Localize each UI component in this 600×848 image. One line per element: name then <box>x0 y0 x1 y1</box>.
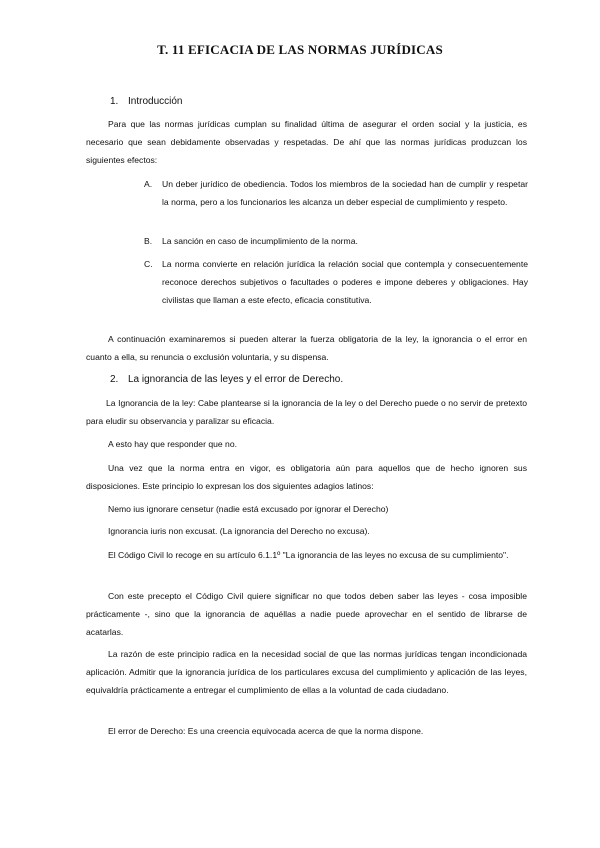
list-item-a: Un deber jurídico de obediencia. Todos los miembros de la sociedad han de cumplir y respetar la norma, pero a los funcionarios les alcanza un deber especial de cumplimiento y respeto. <box>162 179 528 207</box>
list-item-c: La norma convierte en relación jurídica la relación social que contempla y consecuentemente reconoce derechos subjetivos o facultades o poderes e impone deberes y obligaciones. Hay civilistas que llaman a este efecto, eficacia constitutiva. <box>162 259 528 305</box>
list-letter-a: A. <box>144 179 153 189</box>
civil-code-paragraph: El Código Civil lo recoge en su artículo 6.1.1º "La ignorancia de las leyes no excusa de su cumplimiento". <box>108 550 509 560</box>
section-2-title: La ignorancia de las leyes y el error de Derecho. <box>128 374 344 385</box>
list-letter-c: C. <box>144 259 153 269</box>
list-letter-b: B. <box>144 236 153 246</box>
section-2-heading <box>110 374 343 385</box>
list-item-b: La sanción en caso de incumplimiento de la norma. <box>162 236 358 246</box>
ignorance-paragraph: La Ignorancia de la ley: Cabe plantearse si la ignorancia de la ley o del Derecho puede o no servir de pretexto para eludir su observancia y paralizar su eficacia. <box>86 398 527 426</box>
obligation-paragraph: Una vez que la norma entra en vigor, es obligatoria aún para aquellos que de hecho ignoren sus disposiciones. Este principio lo expresan los dos siguientes adagios latinos: <box>86 463 527 491</box>
answer-paragraph: A esto hay que responder que no. <box>108 439 238 449</box>
intro-paragraph: Para que las normas jurídicas cumplan su finalidad última de asegurar el orden social y la justicia, es necesario que sean debidamente observadas y respetadas. De ahí que las normas jurídicas produzcan los siguientes efectos: <box>86 119 527 165</box>
latin-adage-1: Nemo ius ignorare censetur (nadie está excusado por ignorar el Derecho) <box>108 504 389 514</box>
error-paragraph: El error de Derecho: Es una creencia equivocada acerca de que la norma dispone. <box>108 726 424 736</box>
section-1-title: Introducción <box>128 96 183 107</box>
section-1-number: 1. <box>110 96 119 107</box>
reason-paragraph: La razón de este principio radica en la necesidad social de que las normas jurídicas tengan incondicionada aplicación. Admitir que la ignorancia jurídica de los particulares excusa del cumplimiento y aplicación de las leyes, equivaldría prácticamente a entregar el cumplimiento de ellas a la voluntad de cada ciudadano. <box>86 649 527 695</box>
continuation-paragraph: A continuación examinaremos si pueden alterar la fuerza obligatoria de la ley, la ignorancia o el error en cuanto a ella, su renuncia o exclusión voluntaria, y su dispensa. <box>86 334 527 362</box>
latin-adage-2: Ignorancia iuris non excusat. (La ignorancia del Derecho no excusa). <box>108 526 370 536</box>
page-title: T. 11 EFICACIA DE LAS NORMAS JURÍDICAS <box>157 42 443 57</box>
precept-paragraph: Con este precepto el Código Civil quiere significar no que todos deben saber las leyes - cosa imposible prácticamente -, sino que la ignorancia de aquéllas a nadie puede aprovechar en el sentido de librarse de acatarlas. <box>86 591 527 637</box>
section-1-heading <box>110 96 182 107</box>
section-2-number: 2. <box>110 374 119 385</box>
